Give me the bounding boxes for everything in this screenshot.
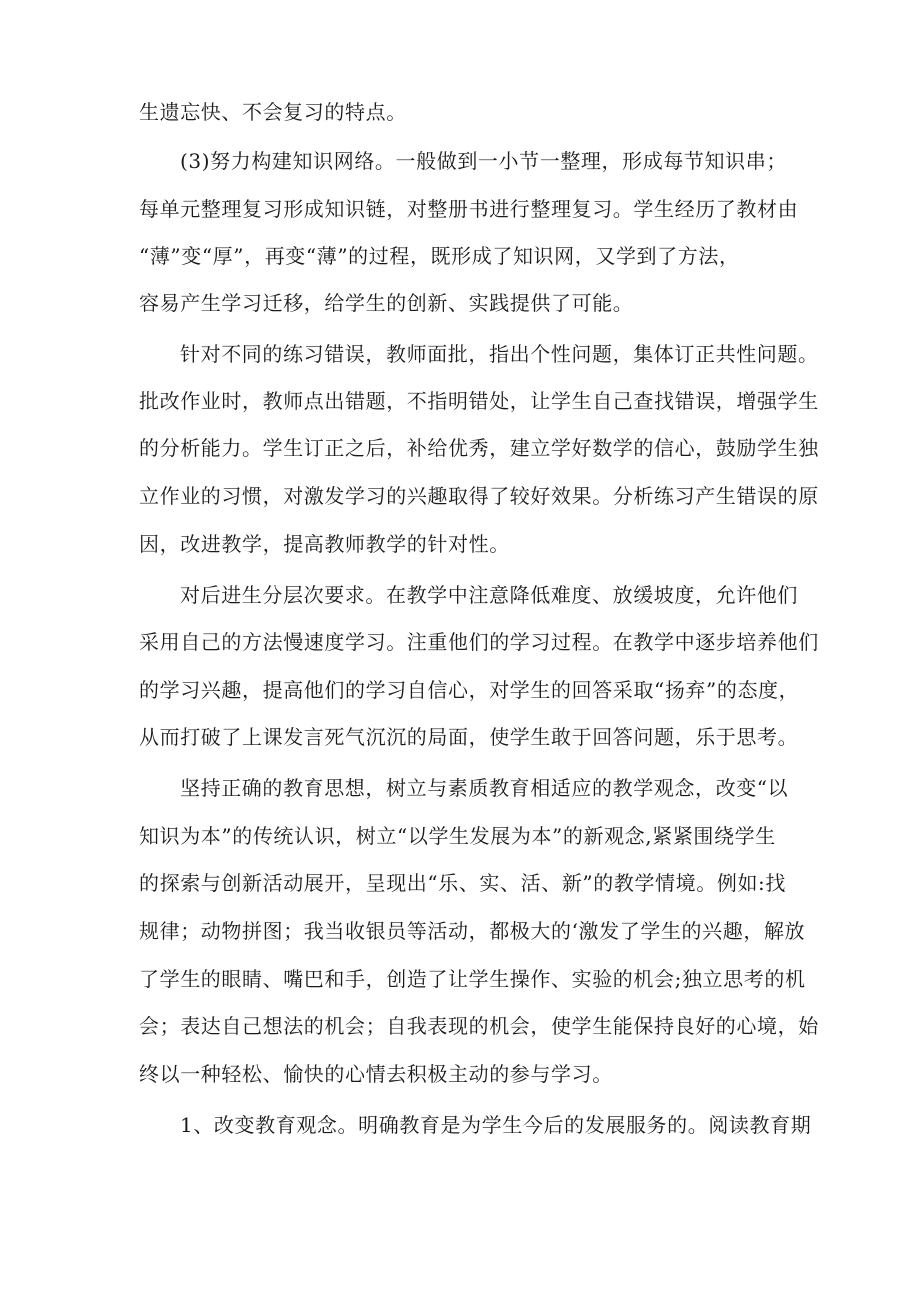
text-line: “薄”变“厚”，再变“薄”的过程，既形成了知识网，又学到了方法， — [139, 244, 740, 268]
text-line: 的学习兴趣，提高他们的学习自信心，对学生的回答采取“扬弃”的态度， — [139, 678, 800, 702]
text-line: 的探索与创新活动展开，呈现出“乐、实、活、新”的教学情境。例如:找 — [139, 871, 786, 895]
text-line: 规律；动物拼图；我当收银员等活动，都极大的‘激发了学生的兴趣，解放 — [139, 919, 806, 943]
text-line: 了学生的眼睛、嘴巴和手，创造了让学生操作、实验的机会;独立思考的机 — [139, 967, 806, 991]
text-line: 采用自己的方法慢速度学习。注重他们的学习过程。在教学中逐步培养他们 — [139, 630, 819, 654]
text-line: 生遗忘快、不会复习的特点。 — [139, 100, 407, 124]
text-line: 批改作业时，教师点出错题，不指明错处，让学生自己查找错误，增强学生 — [139, 389, 819, 413]
text-line: 容易产生学习迁移，给学生的创新、实践提供了可能。 — [139, 291, 634, 315]
text-line: 每单元整理复习形成知识链，对整册书进行整理复习。学生经历了教材由 — [139, 197, 799, 221]
text-line: 立作业的习惯，对激发学习的兴趣取得了较好效果。分析练习产生错误的原 — [139, 484, 819, 508]
text-line: 因，改进教学，提高教师教学的针对性。 — [139, 532, 510, 556]
text-line: 坚持正确的教育思想，树立与素质教育相适应的教学观念，改变“以 — [180, 776, 789, 800]
text-line: (3)努力构建知识网络。一般做到一小节一整理，形成每节知识串； — [180, 149, 787, 173]
text-line: 会；表达自己想法的机会；自我表现的机会，使学生能保持良好的心境，始 — [139, 1014, 819, 1038]
text-line: 知识为本”的传统认识，树立“以学生发展为本”的新观念,紧紧围绕学生 — [139, 824, 776, 848]
text-line: 从而打破了上课发言死气沉沉的局面，使学生敢于回答问题，乐于思考。 — [139, 725, 799, 749]
text-line: 终以一种轻松、愉快的心情去积极主动的参与学习。 — [139, 1062, 613, 1086]
text-line: 对后进生分层次要求。在教学中注意降低难度、放缓坡度，允许他们 — [180, 583, 798, 607]
text-line: 的分析能力。学生订正之后，补给优秀，建立学好数学的信心，鼓励学生独 — [139, 436, 819, 460]
text-line: 针对不同的练习错误，教师面批，指出个性问题，集体订正共性问题。 — [180, 342, 819, 366]
text-line: 1、改变教育观念。明确教育是为学生今后的发展服务的。阅读教育期 — [180, 1113, 812, 1137]
